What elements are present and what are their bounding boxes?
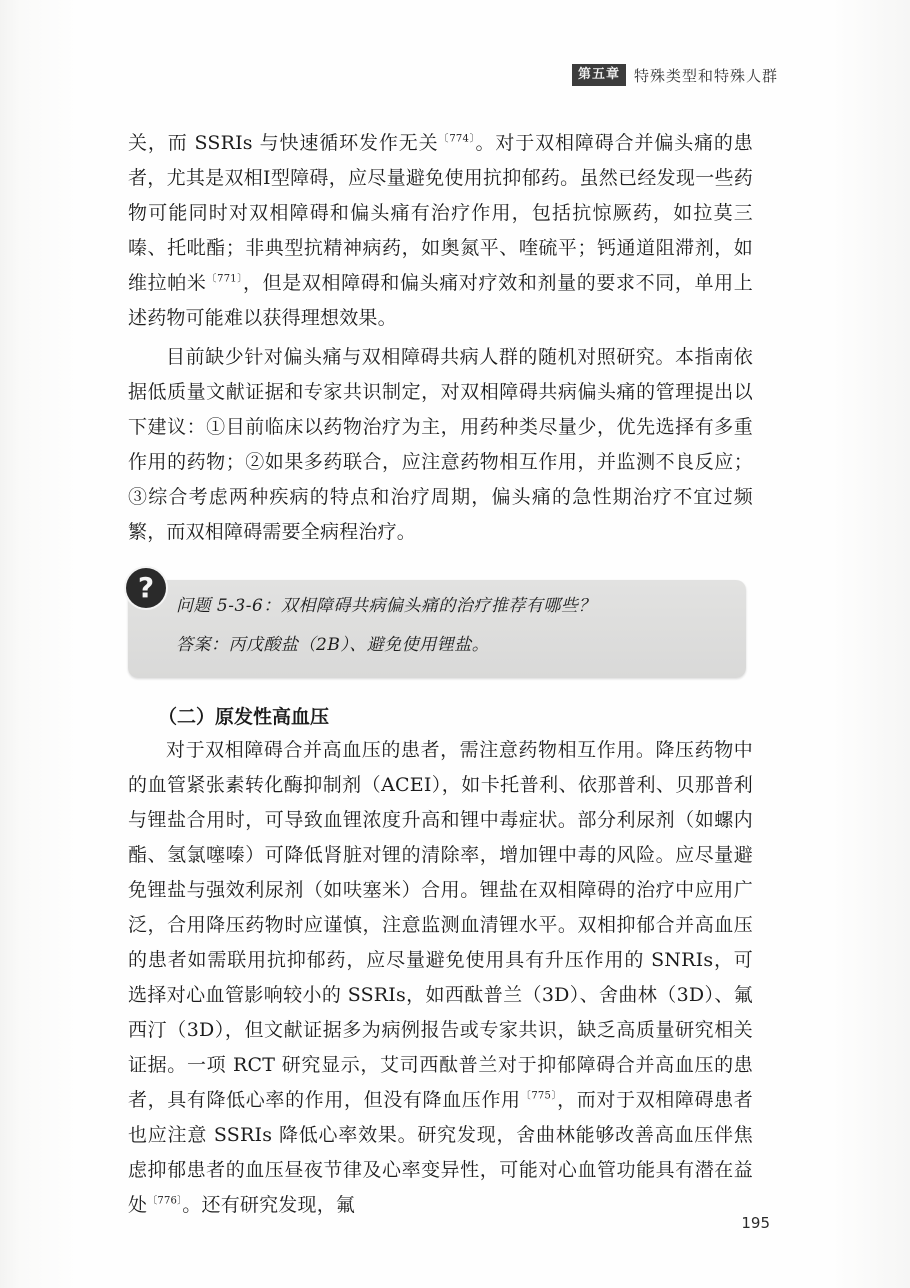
paragraph-text: ，而对于双相障碍患者也应注意 SSRIs 降低心率效果。研究发现，舍曲林能够改善高血压伴焦虑抑郁患者的血压昼夜节律及心率变异性，可能对心血管功能具有潜在益处 <box>128 1089 753 1216</box>
qa-question: 问题 5-3-6：双相障碍共病偏头痛的治疗推荐有哪些？ <box>176 596 596 616</box>
page-number: 195 <box>741 1214 770 1232</box>
chapter-title: 特殊类型和特殊人群 <box>633 66 778 85</box>
section-heading: （二）原发性高血压 <box>158 706 330 728</box>
paragraph-text: ，但是双相障碍和偏头痛对疗效和剂量的要求不同，单用上述药物可能难以获得理想效果。 <box>128 272 753 329</box>
paragraph-text: 。对于双相障碍合并偏头痛的患者，尤其是双相Ⅰ型障碍，应尽量避免使用抗抑郁药。虽然已经发现一些药物可能同时对双相障碍和偏头痛有治疗作用，包括抗惊厥药，如拉莫三嗪、托吡酯；非典型抗精神病药，如奥氮平、喹硫平；钙通道阻滞剂，如维拉帕米 <box>128 132 753 294</box>
paragraph-continuation <box>128 126 753 336</box>
citation-ref: 〔774〕 <box>438 133 476 145</box>
chapter-tag: 第五章 <box>572 64 626 86</box>
question-mark-icon: ? <box>126 568 166 608</box>
citation-ref: 〔771〕 <box>206 273 243 285</box>
citation-ref: 〔775〕 <box>520 1090 558 1102</box>
paragraph-hypertension <box>128 733 753 1223</box>
citation-ref: 〔776〕 <box>147 1195 183 1207</box>
paragraph-text: 。还有研究发现，氟 <box>182 1194 356 1216</box>
qa-answer: 答案：丙戊酸盐（2B）、避免使用锂盐。 <box>176 635 490 655</box>
running-header <box>572 64 778 86</box>
paragraph-recommendations: 目前缺少针对偏头痛与双相障碍共病人群的随机对照研究。本指南依据低质量文献证据和专家共识制定，对双相障碍共病偏头痛的管理提出以下建议：①目前临床以药物治疗为主，用药种类尽量少，优先选择有多重作用的药物；②如果多药联合，应注意药物相互作用，并监测不良反应；③综合考虑两种疾病的特点和治疗周期，偏头痛的急性期治疗不宜过频繁，而双相障碍需要全病程治疗。 <box>128 346 753 543</box>
paragraph-text: 关，而 SSRIs 与快速循环发作无关 <box>128 132 439 154</box>
paragraph-text: 对于双相障碍合并高血压的患者，需注意药物相互作用。降压药物中的血管紧张素转化酶抑制剂（ACEI），如卡托普利、依那普利、贝那普利与锂盐合用时，可导致血锂浓度升高和锂中毒症状。部分利尿剂（如螺内酯、氢氯噻嗪）可降低肾脏对锂的清除率，增加锂中毒的风险。应尽量避免锂盐与强效利尿剂（如呋塞米）合用。锂盐在双相障碍的治疗中应用广泛，合用降压药物时应谨慎，注意监测血清锂水平。双相抑郁合并高血压的患者如需联用抗抑郁药，应尽量避免使用具有升压作用的 SNRIs，可选择对心血管影响较小的 SSRIs，如西酞普兰（3D）、舍曲林（3D）、氟西汀（3D），但文献证据多为病例报告或专家共识，缺乏高质量研究相关证据。一项 RCT 研究显示，艾司西酞普兰对于抑郁障碍合并高血压的患者，具有降低心率的作用，但没有降血压作用 <box>128 739 753 1111</box>
